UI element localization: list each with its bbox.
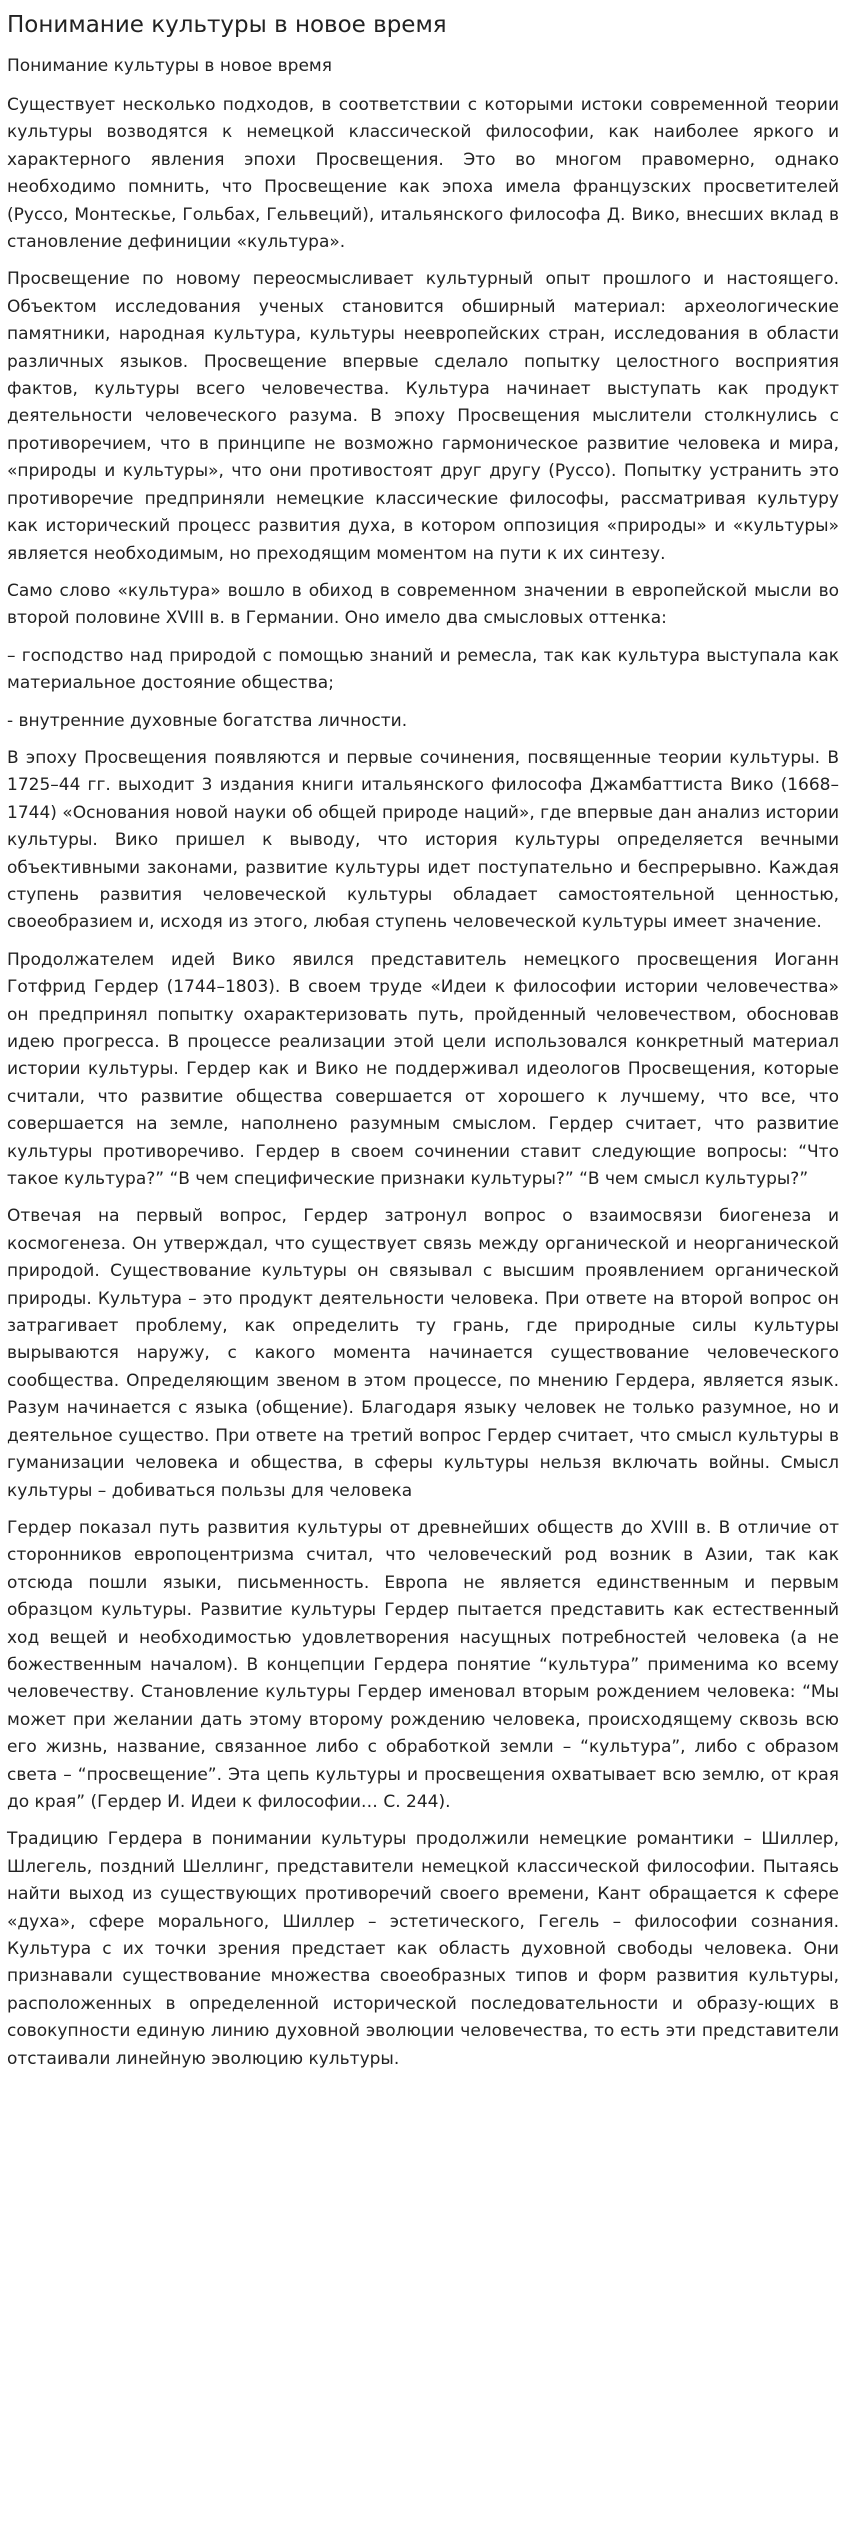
paragraph-9: Гердер показал путь развития культуры от древнейших обществ до XVIII в. В отличие от сторонников европоцентризма считал, что человеческий род возник в Азии, так как отсюда пошли языки, письменность. Европа не является единственным и первым образцом культуры. Развитие культуры Гердер пытается представить как естественный ход вещей и необходимостью удовлетворения насущных потребностей человека (а не божественным началом). В концепции Гердера понятие “культура” применима ко всему человечеству. Становление культуры Гердер именовал вторым рождением человека: “Мы может при желании дать этому второму рождению человека, происходящему сквозь всю его жизнь, название, связанное либо с обработкой земли – “культура”, либо с образом света – “просвещение”. Эта цепь культуры и просвещения охватывает всю землю, от края до края” (Гердер И. Идеи к философии… С. 244). [7, 1517, 839, 1812]
paragraph-6: В эпоху Просвещения появляются и первые сочинения, посвященные теории культуры. В 1725–44 гг. выходит 3 издания книги итальянского философа Джамбаттиста Вико (1668–1744) «Основания новой науки об общей природе наций», где впервые дан анализ истории культуры. Вико пришел к выводу, что история культуры определяется вечными объективными законами, развитие культуры идет поступательно и беспрерывно. Каждая ступень развития человеческой культуры обладает самостоятельной ценностью, своеобразием и, исходя из этого, любая ступень человеческой культуры имеет значение. [7, 747, 839, 933]
paragraph-10: Традицию Гердера в понимании культуры продолжили немецкие романтики – Шиллер, Шлегель, поздний Шеллинг, представители немецкой классической философии. Пытаясь найти выход из существующих противоречий своего времени, Кант обращается к сфере «духа», сфере морального, Шиллер – эстетического, Гегель – философии сознания. Культура с их точки зрения предстает как область духовной свободы человека. Они признавали существование множества своеобразных типов и форм развития культуры, расположенных в определенной исторической последовательности и образу-ющих в совокупности единую линию духовной эволюции человечества, то есть эти представители отстаивали линейную эволюцию культуры. [7, 1829, 839, 2069]
paragraph-8: Отвечая на первый вопрос, Гердер затронул вопрос о взаимосвязи биогенеза и космогенеза. Он утверждал, что существует связь между органической и неорганической природой. Существование культуры он связывал с высшим проявлением органической природы. Культура – это продукт деятельности человека. При ответе на второй вопрос он затрагивает проблему, как определить ту грань, где природные силы культуры вырываются наружу, с какого момента начинается существование человеческого сообщества. Определяющим звеном в этом процессе, по мнению Гердера, является язык. Разум начинается с языка (общение). Благодаря языку человек не только разумное, но и деятельное существо. При ответе на третий вопрос Гердер считает, что смысл культуры в гуманизации человека и общества, в сферы культуры нельзя включать войны. Смысл культуры – добиваться пользы для человека [7, 1206, 839, 1501]
subtitle: Понимание культуры в новое время [7, 56, 332, 76]
paragraph-3: Само слово «культура» вошло в обиход в современном значении в европейской мысли во второй половине XVIII в. в Германии. Оно имело два смысловых оттенка: [7, 580, 839, 629]
paragraph-5: - внутренние духовные богатства личности. [7, 710, 408, 731]
page-title: Понимание культуры в новое время [7, 12, 447, 38]
paragraph-4: – господство над природой с помощью знаний и ремесла, так как культура выступала как материальное достояние общества; [7, 645, 839, 694]
paragraph-2: Просвещение по новому переосмысливает культурный опыт прошлого и настоящего. Объектом исследования ученых становится обширный материал: археологические памятники, народная культура, культуры неевропейских стран, исследования в области различных языков. Просвещение впервые сделало попытку целостного восприятия фактов, культуры всего человечества. Культура начинает выступать как продукт деятельности человеческого разума. В эпоху Просвещения мыслители столкнулись с противоречием, что в принципе не возможно гармоническое развитие человека и мира, «природы и культуры», что они противостоят друг другу (Руссо). Попытку устранить это противоречие предприняли немецкие классические философы, рассматривая культуру как исторический процесс развития духа, в котором оппозиция «природы» и «культуры» является необходимым, но преходящим моментом на пути к их синтезу. [7, 269, 839, 564]
paragraph-7: Продолжателем идей Вико явился представитель немецкого просвещения Иоганн Готфрид Гердер (1744–1803). В своем труде «Идеи к философии истории человечества» он предпринял попытку охарактеризовать путь, пройденный человечеством, обосновав идею прогресса. В процессе реализации этой цели использовался конкретный материал истории культуры. Гердер как и Вико не поддерживал идеологов Просвещения, которые считали, что развитие общества совершается от хорошего к лучшему, что все, что совершается на земле, наполнено разумным смыслом. Гердер считает, что развитие культуры противоречиво. Гердер в своем сочинении ставит следующие вопросы: “Что такое культура?” “В чем специфические признаки культуры?” “В чем смысл культуры?” [7, 949, 839, 1190]
paragraph-1: Существует несколько подходов, в соответствии с которыми истоки современной теории культуры возводятся к немецкой классической философии, как наиболее яркого и характерного явления эпохи Просвещения. Это во многом правомерно, однако необходимо помнить, что Просвещение как эпоха имела французских просветителей (Руссо, Монтескье, Гольбах, Гельвеций), итальянского философа Д. Вико, внесших вклад в становление дефиниции «культура». [7, 95, 839, 253]
